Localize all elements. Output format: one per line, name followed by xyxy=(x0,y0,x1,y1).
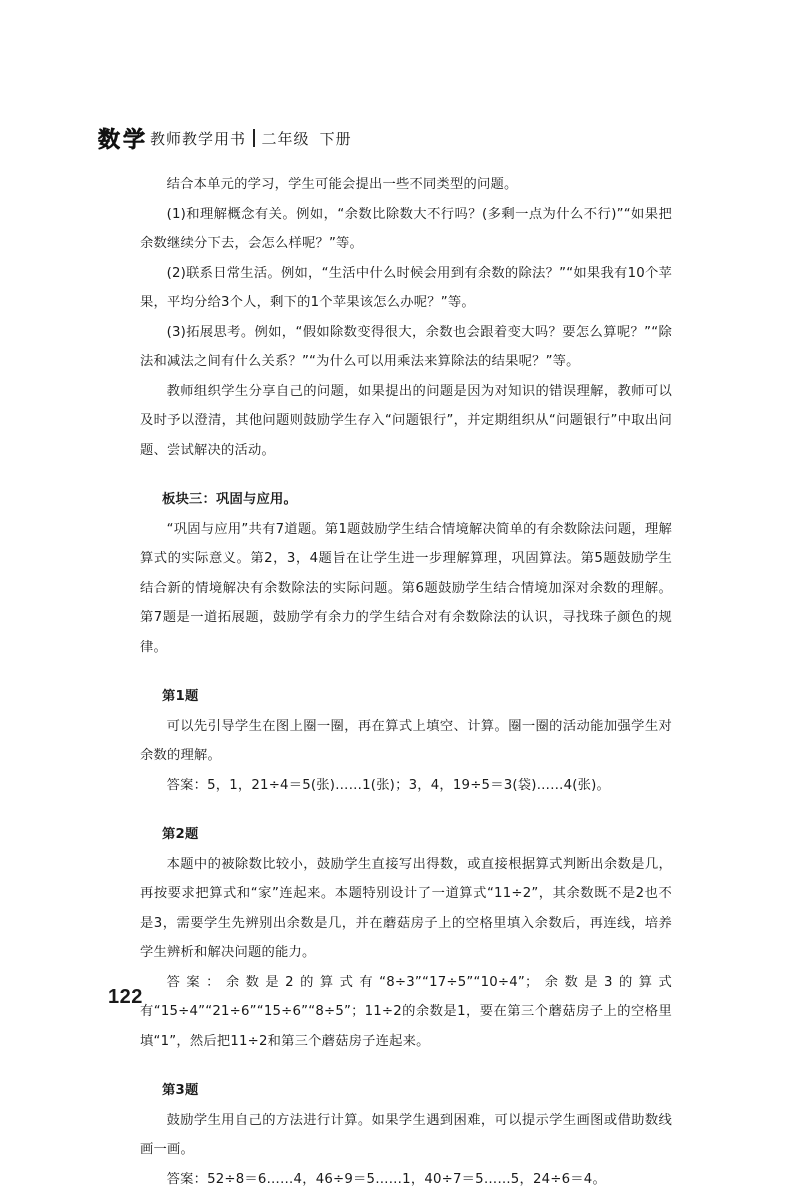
teacher-paragraph: 教师组织学生分享自己的问题，如果提出的问题是因为对知识的错误理解，教师可以及时予以澄清，其他问题则鼓励学生存入“问题银行”，并定期组织从“问题银行”中取出问题、尝试解决的活动。 xyxy=(140,377,672,466)
task3-heading: 第3题 xyxy=(140,1076,672,1106)
spacer xyxy=(140,800,672,820)
task3-answer: 答案：52÷8＝6……4，46÷9＝5……1，40÷7＝5……5，24÷6＝4。 xyxy=(140,1165,672,1194)
intro-paragraph: 结合本单元的学习，学生可能会提出一些不同类型的问题。 xyxy=(140,170,672,200)
task2-answer: 答案：余数是2的算式有“8÷3”“17÷5”“10÷4”；余数是3的算式有“15÷4”“21÷6”“15÷6”“8÷5”；11÷2的余数是1，要在第三个蘑菇房子上的空格里填“1”，然后把11÷2和第三个蘑菇房子连起来。 xyxy=(140,968,672,1057)
page-number: 122 xyxy=(108,986,143,1009)
spacer xyxy=(140,465,672,485)
task1-paragraph: 可以先引导学生在图上圈一圈，再在算式上填空、计算。圈一圈的活动能加强学生对余数的理解。 xyxy=(140,712,672,771)
section3-paragraph: “巩固与应用”共有7道题。第1题鼓励学生结合情境解决简单的有余数除法问题，理解算式的实际意义。第2，3，4题旨在让学生进一步理解算理，巩固算法。第5题鼓励学生结合新的情境解决有余数除法的实际问题。第6题鼓励学生结合情境加深对余数的理解。第7题是一道拓展题，鼓励学有余力的学生结合对有余数除法的认识，寻找珠子颜色的规律。 xyxy=(140,515,672,663)
brand-logo xyxy=(98,123,146,154)
header-subtitle: 教师教学用书 xyxy=(150,128,246,149)
spacer xyxy=(140,662,672,682)
question-type-2: (2)联系日常生活。例如，“生活中什么时候会用到有余数的除法？”“如果我有10个苹果，平均分给3个人，剩下的1个苹果该怎么办呢？”等。 xyxy=(140,259,672,318)
task1-answer: 答案：5，1，21÷4＝5(张)……1(张)；3，4，19÷5＝3(袋)……4(张)。 xyxy=(140,771,672,801)
brand-char-shu: 数 xyxy=(98,123,121,154)
header-divider xyxy=(253,129,255,147)
task2-paragraph: 本题中的被除数比较小，鼓励学生直接写出得数，或直接根据算式判断出余数是几，再按要求把算式和“家”连起来。本题特别设计了一道算式“11÷2”，其余数既不是2也不是3，需要学生先辨别出余数是几，并在蘑菇房子上的空格里填入余数后，再连线，培养学生辨析和解决问题的能力。 xyxy=(140,850,672,968)
header-volume: 下册 xyxy=(320,128,352,149)
task1-heading: 第1题 xyxy=(140,682,672,712)
header-grade: 二年级 xyxy=(262,128,310,149)
task3-paragraph: 鼓励学生用自己的方法进行计算。如果学生遇到困难，可以提示学生画图或借助数线画一画。 xyxy=(140,1106,672,1165)
page-body xyxy=(140,170,672,1194)
running-header xyxy=(98,126,352,150)
brand-char-xue: 学 xyxy=(123,123,146,154)
question-type-3: (3)拓展思考。例如，“假如除数变得很大，余数也会跟着变大吗？要怎么算呢？”“除法和减法之间有什么关系？”“为什么可以用乘法来算除法的结果呢？”等。 xyxy=(140,318,672,377)
question-type-1: (1)和理解概念有关。例如，“余数比除数大不行吗？(多剩一点为什么不行)”“如果把余数继续分下去，会怎么样呢？”等。 xyxy=(140,200,672,259)
section3-heading: 板块三：巩固与应用。 xyxy=(140,485,672,515)
spacer xyxy=(140,1056,672,1076)
task2-heading: 第2题 xyxy=(140,820,672,850)
